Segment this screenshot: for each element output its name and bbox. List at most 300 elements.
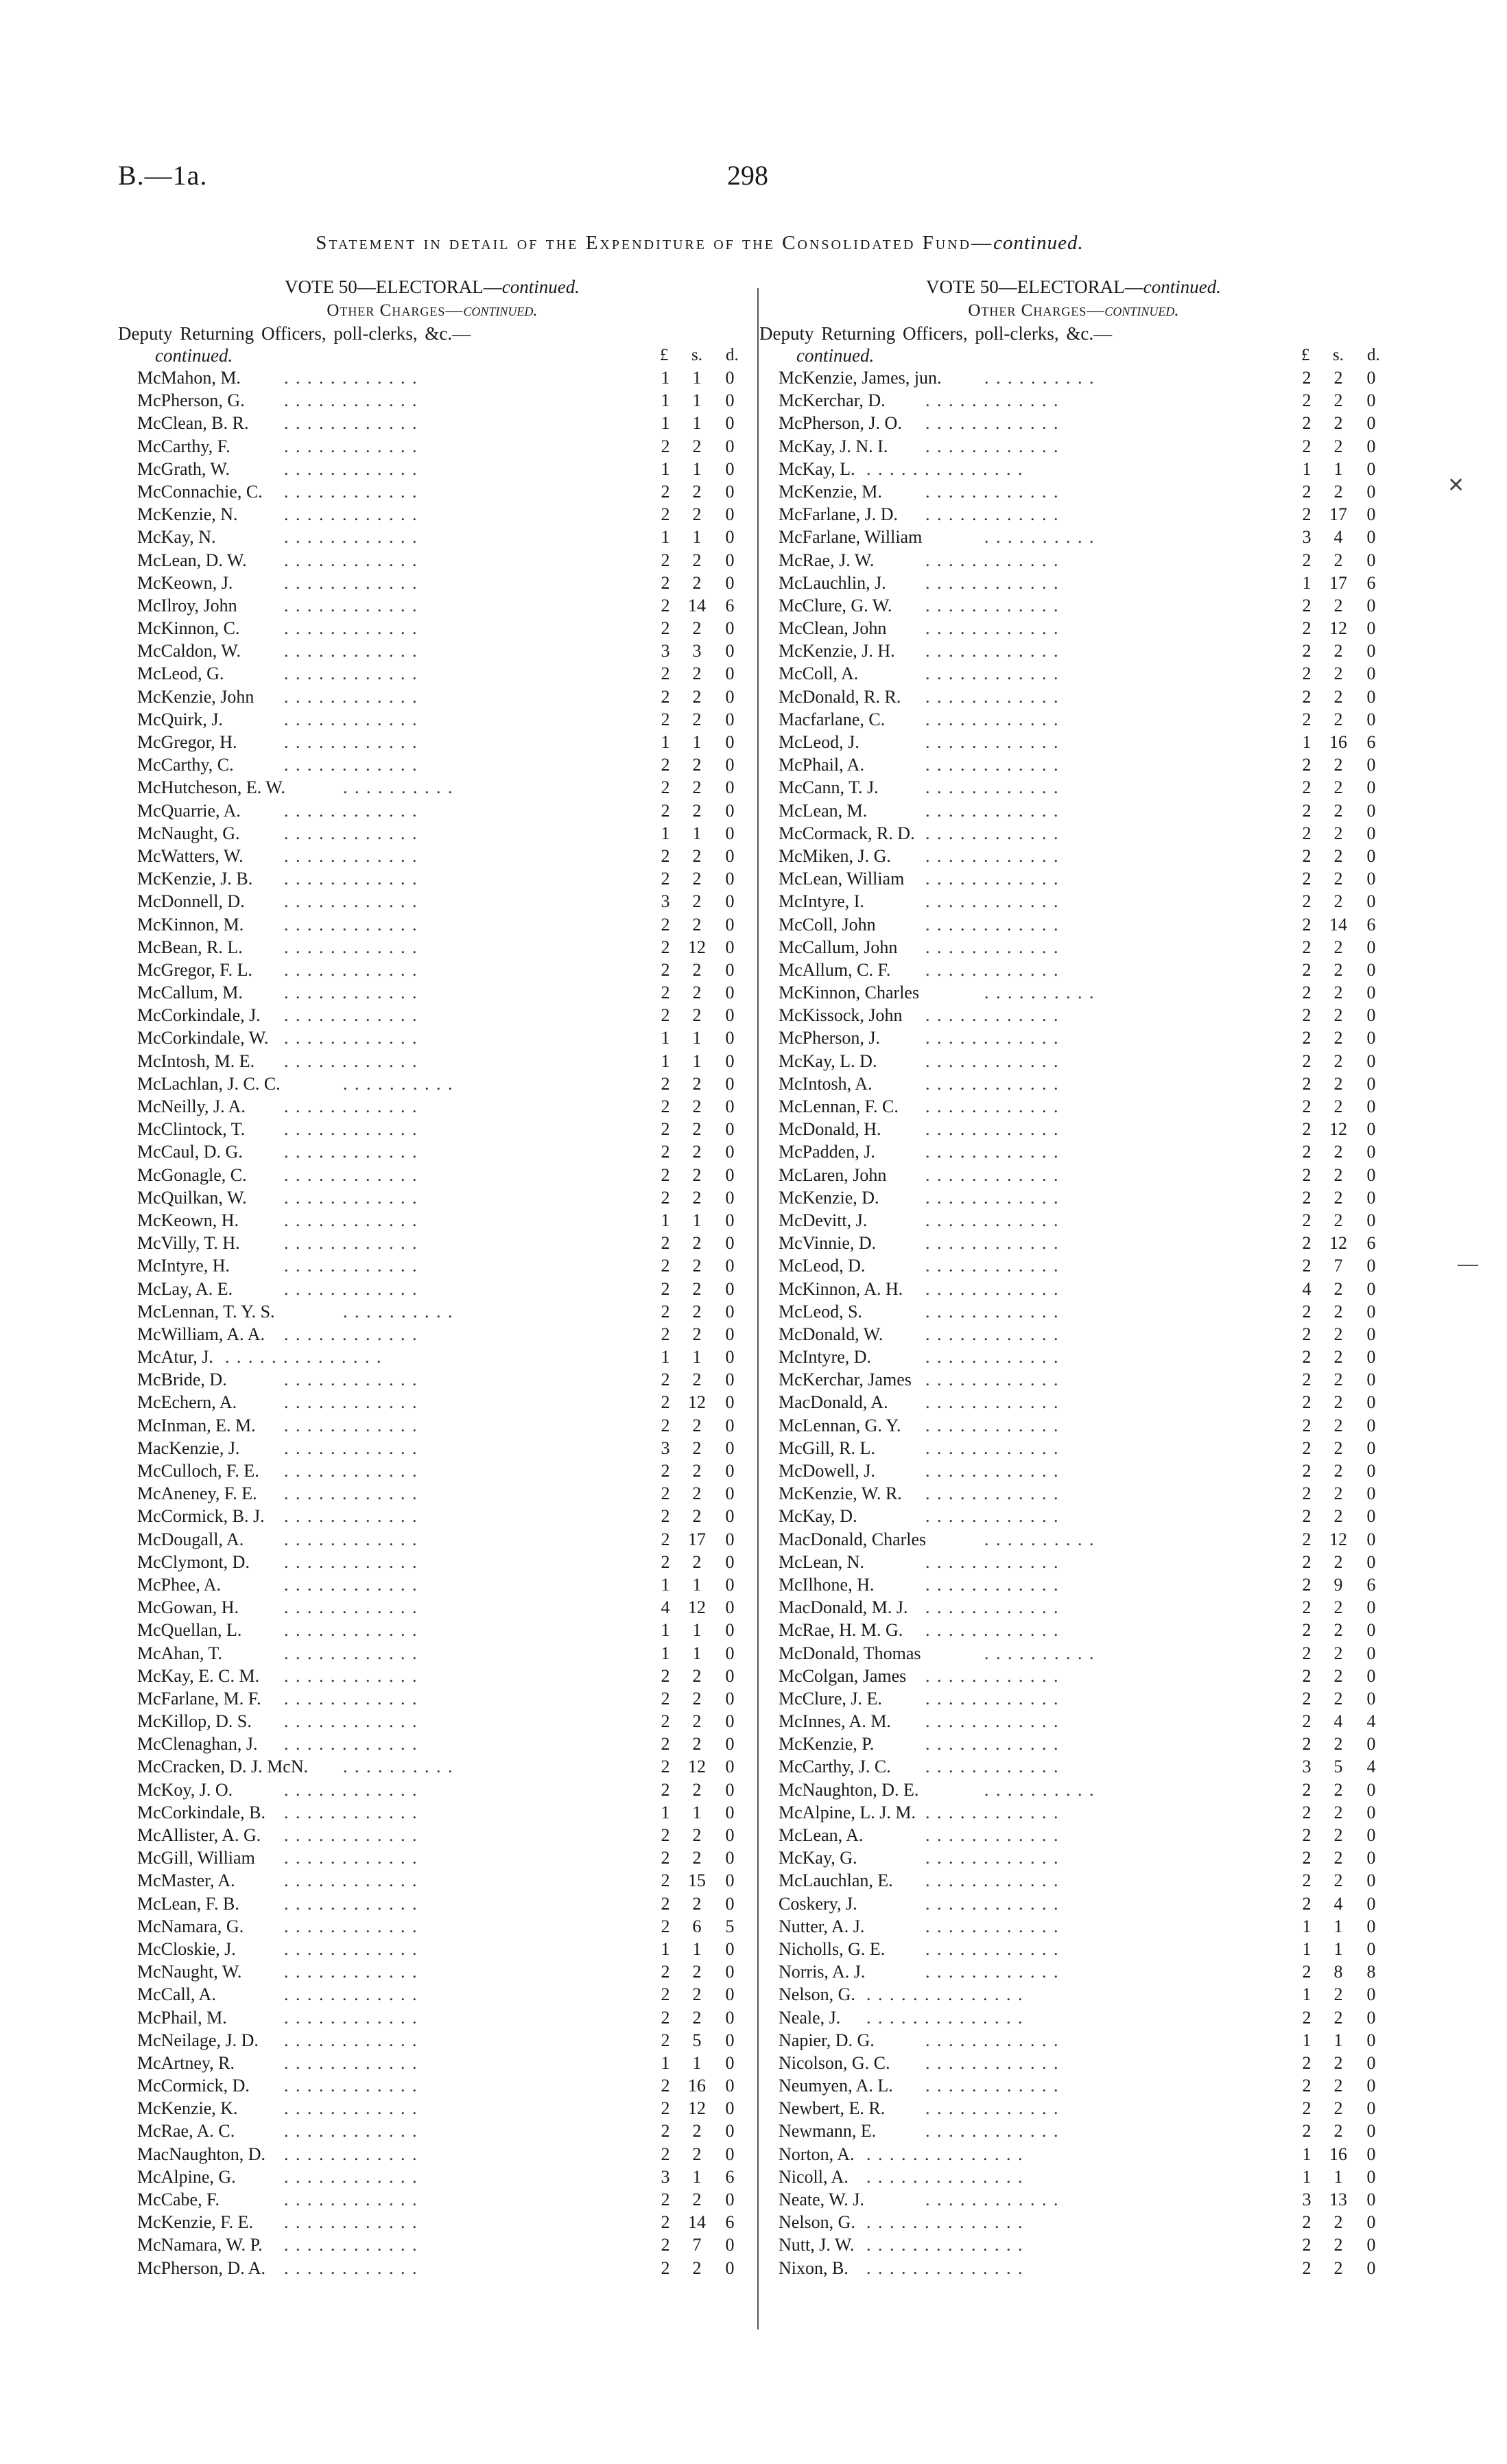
entry-name: MacDonald, A. bbox=[779, 1392, 888, 1413]
money-column-headers bbox=[1293, 344, 1389, 366]
entry-name: McPherson, J. O. bbox=[779, 413, 902, 434]
list-item bbox=[117, 1960, 748, 1983]
entry-pounds: 2 bbox=[1302, 1415, 1312, 1435]
entry-pounds: 1 bbox=[661, 1802, 670, 1822]
expenditure-list bbox=[117, 366, 748, 2279]
entry-shillings: 2 bbox=[692, 983, 702, 1003]
entry-name: McKay, L. bbox=[779, 458, 855, 479]
entry-pence: 0 bbox=[725, 1802, 735, 1822]
entry-pence: 0 bbox=[725, 869, 735, 889]
leader-dots: . . . . . . . . . . . . bbox=[284, 2121, 418, 2142]
entry-shillings: 2 bbox=[1333, 1551, 1343, 1572]
leader-dots: . . . . . . . . . . . . bbox=[284, 1005, 418, 1026]
entry-pounds: 2 bbox=[1302, 368, 1312, 388]
entry-pounds: 3 bbox=[661, 2166, 670, 2187]
leader-dots: . . . . . . . . . . . . bbox=[284, 2030, 418, 2050]
entry-pounds: 2 bbox=[661, 1825, 670, 1845]
entry-pence: 0 bbox=[1366, 1893, 1376, 1914]
entry-pounds: 2 bbox=[661, 755, 670, 775]
entry-shillings: 1 bbox=[692, 368, 702, 388]
list-item bbox=[758, 1209, 1389, 1232]
entry-pence: 0 bbox=[725, 2076, 735, 2096]
entry-shillings: 2 bbox=[1333, 2098, 1343, 2119]
entry-pence: 0 bbox=[1366, 1643, 1376, 1663]
entry-pence: 0 bbox=[1366, 1870, 1376, 1891]
entry-shillings: 2 bbox=[692, 1119, 702, 1140]
list-item bbox=[117, 1938, 748, 1960]
entry-pence: 0 bbox=[1366, 1597, 1376, 1618]
leader-dots: . . . . . . . . . . . . bbox=[925, 1164, 1060, 1185]
entry-shillings: 2 bbox=[692, 1142, 702, 1162]
entry-pence: 0 bbox=[725, 618, 735, 639]
leader-dots: . . . . . . . . . . . . bbox=[925, 1757, 1060, 1777]
leader-dots: . . . . . . . . . . . . bbox=[284, 641, 418, 661]
entry-pounds: 2 bbox=[1302, 959, 1312, 980]
entry-pence: 0 bbox=[725, 1529, 735, 1549]
entry-shillings: 17 bbox=[688, 1529, 706, 1549]
entry-name: McRae, J. W. bbox=[779, 550, 875, 570]
entry-name: McClure, J. E. bbox=[779, 1688, 882, 1709]
entry-name: McCormick, B. J. bbox=[137, 1506, 265, 1527]
leader-dots: . . . . . . . . . . . . bbox=[284, 1324, 418, 1344]
entry-pounds: 2 bbox=[1302, 1142, 1312, 1162]
entry-name: Macfarlane, C. bbox=[779, 709, 886, 729]
entry-pounds: 2 bbox=[1302, 1483, 1312, 1504]
entry-pence: 0 bbox=[725, 732, 735, 752]
list-item bbox=[117, 1004, 748, 1026]
entry-shillings: 1 bbox=[1333, 458, 1343, 479]
entry-shillings: 2 bbox=[1333, 664, 1343, 684]
entry-pounds: 2 bbox=[661, 1848, 670, 1868]
entry-shillings: 12 bbox=[1329, 618, 1347, 639]
entry-name: McKenzie, N. bbox=[137, 504, 238, 525]
leader-dots: . . . . . . . . . . . . bbox=[284, 2166, 418, 2187]
list-item bbox=[117, 1254, 748, 1277]
list-item bbox=[117, 1414, 748, 1437]
entry-pounds: 2 bbox=[1302, 1324, 1312, 1344]
entry-pounds: 2 bbox=[661, 937, 670, 957]
leader-dots: . . . . . . . . . . . . bbox=[284, 914, 418, 935]
entry-name: McKenzie, D. bbox=[779, 1187, 879, 1208]
leader-dots: . . . . . . . . . . . . bbox=[925, 1848, 1060, 1868]
leader-dots: . . . . . . . . . . . . bbox=[284, 1825, 418, 1845]
entry-shillings: 2 bbox=[692, 2144, 702, 2164]
leader-dots: . . . . . . . . . . . . bbox=[925, 1688, 1060, 1709]
leader-dots: . . . . . . . . . . . . bbox=[925, 869, 1060, 889]
leader-dots: . . . . . . . . . . . . bbox=[284, 959, 418, 980]
list-item bbox=[117, 366, 748, 389]
entry-shillings: 2 bbox=[1333, 2007, 1343, 2028]
entry-pounds: 2 bbox=[661, 1551, 670, 1572]
entry-shillings: 1 bbox=[692, 1210, 702, 1230]
entry-pounds: 2 bbox=[1302, 1620, 1312, 1641]
entry-pounds: 2 bbox=[1302, 777, 1312, 798]
entry-pounds: 2 bbox=[1302, 641, 1312, 661]
entry-pence: 0 bbox=[1366, 823, 1376, 843]
entry-pounds: 1 bbox=[661, 368, 670, 388]
list-item bbox=[758, 435, 1389, 458]
entry-pounds: 2 bbox=[661, 1392, 670, 1413]
entry-pounds: 2 bbox=[1302, 1005, 1312, 1026]
entry-shillings: 2 bbox=[1333, 1278, 1343, 1299]
entry-pounds: 2 bbox=[661, 1187, 670, 1208]
list-item bbox=[758, 2006, 1389, 2029]
entry-shillings: 16 bbox=[688, 2076, 706, 2096]
entry-name: McNamara, W. P. bbox=[137, 2235, 263, 2255]
list-item bbox=[117, 1026, 748, 1049]
section-continued-text: continued. bbox=[155, 345, 233, 366]
leader-dots: . . . . . . . . . . . . bbox=[925, 2190, 1060, 2209]
entry-pence: 0 bbox=[725, 1848, 735, 1868]
entry-shillings: 2 bbox=[692, 891, 702, 912]
leader-dots: . . . . . . . . . . . . bbox=[925, 1028, 1060, 1048]
entry-shillings: 2 bbox=[692, 1984, 702, 2005]
leader-dots: . . . . . . . . . . . . bbox=[925, 504, 1060, 525]
entry-pence: 0 bbox=[1366, 845, 1376, 866]
entry-pence: 0 bbox=[1366, 1802, 1376, 1822]
entry-pounds: 1 bbox=[661, 1210, 670, 1230]
entry-shillings: 2 bbox=[1333, 641, 1343, 661]
entry-pounds: 2 bbox=[661, 983, 670, 1003]
entry-shillings: 2 bbox=[1333, 2235, 1343, 2255]
list-item bbox=[117, 1346, 748, 1368]
list-item bbox=[758, 1232, 1389, 1254]
entry-pence: 0 bbox=[1366, 1301, 1376, 1322]
entry-shillings: 2 bbox=[1333, 481, 1343, 502]
entry-pence: 0 bbox=[1366, 1506, 1376, 1527]
entry-pence: 0 bbox=[1366, 869, 1376, 889]
leader-dots: . . . . . . . . . . . . bbox=[925, 959, 1060, 980]
entry-pence: 0 bbox=[1366, 891, 1376, 912]
entry-pence: 0 bbox=[725, 937, 735, 957]
entry-pounds: 2 bbox=[1302, 869, 1312, 889]
entry-pence: 0 bbox=[725, 527, 735, 548]
entry-shillings: 2 bbox=[692, 1483, 702, 1504]
list-item bbox=[758, 1140, 1389, 1163]
entry-pounds: 2 bbox=[1302, 800, 1312, 821]
list-item bbox=[117, 1140, 748, 1163]
entry-pounds: 2 bbox=[661, 1506, 670, 1527]
entry-pounds: 1 bbox=[661, 2052, 670, 2073]
entry-shillings: 2 bbox=[1333, 1301, 1343, 1322]
list-item bbox=[758, 913, 1389, 936]
entry-pounds: 1 bbox=[661, 732, 670, 752]
entry-pence: 0 bbox=[1366, 1688, 1376, 1709]
entry-pounds: 1 bbox=[1302, 2166, 1312, 2187]
entry-shillings: 2 bbox=[1333, 1073, 1343, 1094]
entry-pence: 0 bbox=[725, 1233, 735, 1254]
entry-name: McClymont, D. bbox=[137, 1551, 250, 1572]
entry-shillings: 4 bbox=[1333, 1711, 1343, 1732]
margin-mark: ✕ bbox=[1447, 474, 1465, 497]
entry-name: McLean, N. bbox=[779, 1551, 864, 1572]
entry-pounds: 2 bbox=[661, 618, 670, 639]
leader-dots: . . . . . . . . . . . . bbox=[925, 709, 1060, 729]
entry-pence: 0 bbox=[725, 1506, 735, 1527]
list-item bbox=[758, 1892, 1389, 1915]
entry-name: McCabe, F. bbox=[137, 2190, 219, 2209]
entry-pounds: 2 bbox=[661, 504, 670, 525]
entry-name: McNamara, G. bbox=[137, 1916, 244, 1936]
entry-name: MacDonald, Charles bbox=[779, 1529, 927, 1549]
entry-name: McQuarrie, A. bbox=[137, 800, 241, 821]
entry-pence: 0 bbox=[725, 1938, 735, 1959]
entry-name: McBean, R. L. bbox=[137, 937, 243, 957]
leader-dots: . . . . . . . . . . . . bbox=[925, 481, 1060, 502]
entry-shillings: 2 bbox=[692, 1848, 702, 1868]
entry-name: McBride, D. bbox=[137, 1370, 227, 1390]
entry-shillings: 2 bbox=[692, 1256, 702, 1276]
leader-dots: . . . . . . . . . . . . bbox=[284, 1256, 418, 1276]
entry-pence: 0 bbox=[725, 1005, 735, 1026]
entry-pounds: 2 bbox=[661, 1688, 670, 1709]
entry-pence: 6 bbox=[725, 2166, 735, 2187]
leader-dots: . . . . . . . . . . . . bbox=[284, 527, 418, 548]
leader-dots: . . . . . . . . . . bbox=[343, 1301, 454, 1322]
leader-dots: . . . . . . . . . . . . bbox=[284, 2257, 418, 2278]
leader-dots: . . . . . . . . . . . . bbox=[925, 664, 1060, 684]
entry-pence: 0 bbox=[1366, 368, 1376, 388]
entry-pounds: 1 bbox=[1302, 732, 1312, 752]
entry-pence: 6 bbox=[1366, 1233, 1376, 1254]
entry-name: McCormick, D. bbox=[137, 2076, 250, 2096]
leader-dots: . . . . . . . . . . . . bbox=[925, 1461, 1060, 1481]
entry-shillings: 2 bbox=[692, 914, 702, 935]
leader-dots: . . . . . . . . . . . . bbox=[925, 1620, 1060, 1641]
leader-dots: . . . . . . . . . . . . . . bbox=[866, 2212, 1024, 2233]
leader-dots: . . . . . . . . . . . . bbox=[925, 1665, 1060, 1686]
entry-pounds: 2 bbox=[661, 1005, 670, 1026]
list-item bbox=[117, 731, 748, 753]
entry-pence: 0 bbox=[725, 664, 735, 684]
entry-shillings: 2 bbox=[1333, 2257, 1343, 2278]
entry-shillings: 2 bbox=[1333, 1210, 1343, 1230]
list-item bbox=[758, 617, 1389, 640]
leader-dots: . . . . . . . . . . . . . . bbox=[866, 2235, 1024, 2255]
entry-shillings: 2 bbox=[1333, 1848, 1343, 1868]
list-item bbox=[758, 1551, 1389, 1573]
entry-pence: 0 bbox=[725, 1278, 735, 1299]
entry-pounds: 1 bbox=[1302, 1938, 1312, 1959]
entry-pence: 0 bbox=[725, 1893, 735, 1914]
entry-pounds: 2 bbox=[661, 550, 670, 570]
leader-dots: . . . . . . . . . . . . bbox=[925, 891, 1060, 912]
leader-dots: . . . . . . . . . . . . bbox=[925, 1301, 1060, 1322]
list-item bbox=[117, 2143, 748, 2166]
entry-pounds: 2 bbox=[1302, 1711, 1312, 1732]
list-item bbox=[117, 1459, 748, 1482]
list-item bbox=[117, 1983, 748, 2006]
entry-shillings: 2 bbox=[692, 481, 702, 502]
entry-name: McCaul, D. G. bbox=[137, 1142, 243, 1162]
leader-dots: . . . . . . . . . . . . bbox=[284, 1870, 418, 1891]
leader-dots: . . . . . . . . . . . . bbox=[925, 1392, 1060, 1413]
entry-pounds: 2 bbox=[1302, 1233, 1312, 1254]
list-item bbox=[117, 1801, 748, 1824]
other-charges-suffix: continued. bbox=[1104, 301, 1179, 320]
entry-pence: 0 bbox=[725, 1256, 735, 1276]
entry-name: McGregor, H. bbox=[137, 732, 237, 752]
list-item bbox=[758, 936, 1389, 959]
entry-shillings: 14 bbox=[1329, 914, 1347, 935]
entry-pence: 0 bbox=[725, 1757, 735, 1777]
list-item bbox=[117, 1642, 748, 1665]
entry-pence: 0 bbox=[1366, 1665, 1376, 1686]
list-item bbox=[117, 1437, 748, 1459]
entry-pence: 0 bbox=[725, 1984, 735, 2005]
entry-pence: 0 bbox=[725, 2098, 735, 2119]
entry-pence: 0 bbox=[1366, 413, 1376, 434]
entry-name: McRae, H. M. G. bbox=[779, 1620, 903, 1641]
leader-dots: . . . . . . . . . . . . bbox=[284, 1461, 418, 1481]
entry-pence: 5 bbox=[725, 1916, 735, 1936]
leader-dots: . . . . . . . . . . . . bbox=[284, 1142, 418, 1162]
list-item bbox=[117, 2257, 748, 2279]
entry-shillings: 2 bbox=[692, 800, 702, 821]
entry-name: McClean, B. R. bbox=[137, 413, 249, 434]
entry-shillings: 2 bbox=[1333, 595, 1343, 615]
leader-dots: . . . . . . . . . . . . bbox=[284, 2235, 418, 2255]
entry-pence: 0 bbox=[725, 686, 735, 707]
entry-name: McLay, A. E. bbox=[137, 1278, 233, 1299]
entry-name: Neale, J. bbox=[779, 2007, 841, 2028]
entry-shillings: 14 bbox=[688, 595, 706, 615]
list-item bbox=[117, 685, 748, 708]
entry-shillings: 1 bbox=[692, 1347, 702, 1368]
list-item bbox=[117, 2029, 748, 2052]
entry-name: McLeod, S. bbox=[779, 1301, 863, 1322]
entry-name: Newbert, E. R. bbox=[779, 2098, 886, 2119]
entry-name: McCloskie, J. bbox=[137, 1938, 236, 1959]
list-item bbox=[758, 753, 1389, 776]
entry-shillings: 12 bbox=[688, 1392, 706, 1413]
entry-shillings: 2 bbox=[1333, 413, 1343, 434]
list-item bbox=[117, 389, 748, 412]
entry-pounds: 1 bbox=[1302, 1984, 1312, 2005]
entry-name: McIntosh, M. E. bbox=[137, 1051, 255, 1071]
entry-pence: 0 bbox=[1366, 1370, 1376, 1390]
leader-dots: . . . . . . . . . . . . bbox=[925, 1916, 1060, 1936]
list-item bbox=[758, 1254, 1389, 1277]
entry-name: McLennan, F. C. bbox=[779, 1096, 899, 1116]
list-item bbox=[758, 1095, 1389, 1118]
entry-pence: 0 bbox=[725, 2030, 735, 2050]
leader-dots: . . . . . . . . . . . . bbox=[284, 1734, 418, 1755]
list-item bbox=[117, 1528, 748, 1551]
entry-pence: 0 bbox=[725, 1392, 735, 1413]
leader-dots: . . . . . . . . . . . . bbox=[284, 2098, 418, 2119]
entry-pence: 0 bbox=[1366, 1415, 1376, 1435]
list-item bbox=[758, 2052, 1389, 2074]
entry-name: McKenzie, K. bbox=[137, 2098, 238, 2119]
leader-dots: . . . . . . . . . . . . bbox=[925, 755, 1060, 775]
entry-shillings: 2 bbox=[1333, 800, 1343, 821]
entry-shillings: 2 bbox=[692, 755, 702, 775]
entry-name: MacNaughton, D. bbox=[137, 2144, 266, 2164]
entry-shillings: 1 bbox=[1333, 1916, 1343, 1936]
entry-name: McKinnon, Charles bbox=[779, 983, 920, 1003]
leader-dots: . . . . . . . . . . . . bbox=[925, 1370, 1060, 1390]
entry-pounds: 2 bbox=[661, 2007, 670, 2028]
entry-name: McFarlane, M. F. bbox=[137, 1688, 261, 1709]
list-item bbox=[758, 1983, 1389, 2006]
entry-name: McKinnon, A. H. bbox=[779, 1278, 903, 1299]
entry-name: McGill, R. L. bbox=[779, 1438, 875, 1458]
list-item bbox=[117, 1300, 748, 1323]
leader-dots: . . . . . . . . . . . . bbox=[925, 1347, 1060, 1368]
entry-name: McKenzie, W. R. bbox=[779, 1483, 902, 1504]
page-number: 298 bbox=[727, 160, 768, 191]
list-item bbox=[117, 1232, 748, 1254]
vote-heading-text: VOTE 50—ELECTORAL— bbox=[926, 277, 1143, 297]
entry-name: McNaughton, D. E. bbox=[779, 1779, 919, 1800]
leader-dots: . . . . . . . . . . . . bbox=[925, 1597, 1060, 1618]
entry-shillings: 2 bbox=[1333, 1597, 1343, 1618]
list-item bbox=[117, 867, 748, 890]
list-item bbox=[758, 1482, 1389, 1505]
entry-name: McFarlane, William bbox=[779, 527, 923, 548]
leader-dots: . . . . . . . . . . . . bbox=[284, 664, 418, 684]
entry-pounds: 2 bbox=[1302, 390, 1312, 411]
entry-name: McInnes, A. M. bbox=[779, 1711, 891, 1732]
entry-name: McClenaghan, J. bbox=[137, 1734, 258, 1755]
entry-pounds: 2 bbox=[1302, 1574, 1312, 1595]
leader-dots: . . . . . . . . . . . . bbox=[925, 572, 1060, 593]
list-item bbox=[758, 2166, 1389, 2188]
entry-pence: 6 bbox=[725, 2212, 735, 2233]
entry-pence: 0 bbox=[725, 1051, 735, 1071]
leader-dots: . . . . . . . . . . . . bbox=[925, 1870, 1060, 1891]
entry-pounds: 2 bbox=[1302, 755, 1312, 775]
entry-pence: 0 bbox=[1366, 2052, 1376, 2073]
entry-name: McInman, E. M. bbox=[137, 1415, 256, 1435]
entry-name: McPhail, A. bbox=[779, 755, 864, 775]
entry-pounds: 2 bbox=[1302, 2257, 1312, 2278]
entry-pounds: 2 bbox=[1302, 1825, 1312, 1845]
entry-shillings: 7 bbox=[692, 2235, 702, 2255]
entry-shillings: 16 bbox=[1329, 2144, 1347, 2164]
entry-name: McCallum, M. bbox=[137, 983, 243, 1003]
leader-dots: . . . . . . . . . . . . bbox=[284, 1483, 418, 1504]
entry-pence: 0 bbox=[1366, 2257, 1376, 2278]
section-continued bbox=[117, 344, 748, 366]
entry-name: McColl, John bbox=[779, 914, 876, 935]
entry-pence: 0 bbox=[1366, 1278, 1376, 1299]
leader-dots: . . . . . . . . . . . . . . bbox=[866, 2007, 1024, 2028]
section-heading: Deputy Returning Officers, poll-clerks, &c.— bbox=[118, 323, 471, 344]
entry-pounds: 2 bbox=[1302, 1187, 1312, 1208]
entry-pence: 0 bbox=[725, 550, 735, 570]
leader-dots: . . . . . . . . . . . . bbox=[925, 2076, 1060, 2096]
entry-pence: 0 bbox=[1366, 709, 1376, 729]
entry-shillings: 1 bbox=[692, 1028, 702, 1048]
money-column-headers bbox=[652, 344, 748, 366]
entry-pence: 0 bbox=[725, 1096, 735, 1116]
list-item bbox=[758, 1004, 1389, 1026]
entry-name: McIntyre, I. bbox=[779, 891, 864, 912]
entry-pence: 0 bbox=[725, 481, 735, 502]
entry-pence: 0 bbox=[1366, 618, 1376, 639]
entry-pounds: 2 bbox=[661, 777, 670, 798]
list-item bbox=[758, 526, 1389, 548]
entry-pence: 0 bbox=[725, 1597, 735, 1618]
entry-pounds: 2 bbox=[661, 2257, 670, 2278]
entry-pence: 0 bbox=[1366, 983, 1376, 1003]
entry-shillings: 1 bbox=[692, 413, 702, 434]
entry-pounds: 2 bbox=[661, 686, 670, 707]
entry-pounds: 2 bbox=[661, 2121, 670, 2142]
entry-shillings: 2 bbox=[1333, 959, 1343, 980]
